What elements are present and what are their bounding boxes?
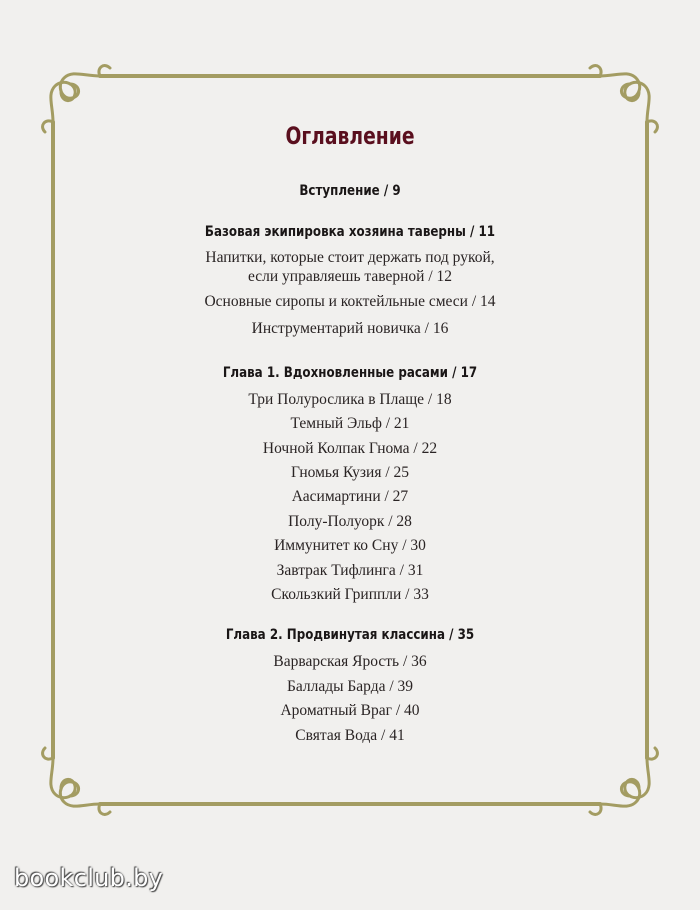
toc-entry: Инструментарий новичка / 16	[251, 320, 449, 337]
toc-entry: Баллады Барда / 39	[286, 678, 414, 695]
toc-entry: если управляешь таверной / 12	[247, 268, 453, 285]
toc-entry: Варварская Ярость / 36	[273, 653, 427, 670]
toc-entry: Темный Эльф / 21	[290, 415, 410, 432]
watermark-text: bookclub.by	[14, 864, 164, 892]
toc-entry: Полу-Полуорк / 28	[288, 513, 412, 530]
toc-entry: Иммунитет ко Сну / 30	[274, 537, 426, 554]
toc-entry: Ароматный Враг / 40	[280, 702, 420, 719]
toc-entry: Три Полурослика в Плаще / 18	[248, 391, 452, 408]
toc-entry: Аасимартини / 27	[291, 488, 409, 505]
toc-entry: Гномья Кузия / 25	[290, 464, 410, 481]
chapter-heading-2: Глава 2. Продвинутая классина / 35	[225, 627, 475, 643]
toc-entry: Завтрак Тифлинга / 31	[276, 562, 424, 579]
toc-entry: Основные сиропы и коктейльные смеси / 14	[204, 293, 496, 310]
section-heading-equipment: Базовая экипировка хозяина таверны / 11	[204, 224, 496, 240]
toc-entry: Скользкий Гриппли / 33	[271, 586, 429, 603]
toc-entry: Напитки, которые стоит держать под рукой,	[205, 249, 495, 266]
toc-intro: Вступление / 9	[299, 183, 401, 199]
page-title: Оглавление	[285, 122, 415, 150]
toc-entry: Ночной Колпак Гнома / 22	[262, 440, 438, 457]
chapter-heading-1: Глава 1. Вдохновленные расами / 17	[222, 365, 478, 381]
toc-entry: Святая Вода / 41	[295, 727, 405, 744]
